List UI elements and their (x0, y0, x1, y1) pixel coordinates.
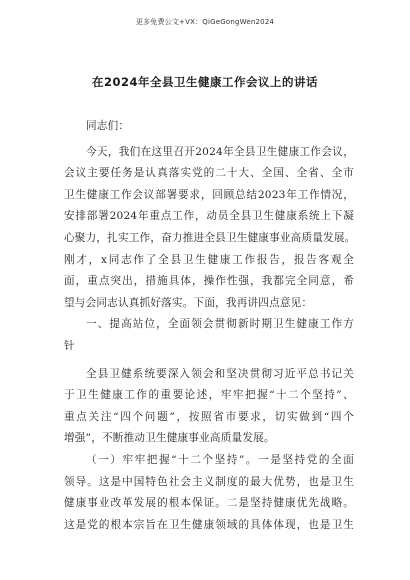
paragraph-line: 这是党的根本宗旨在卫生健康领域的具体体现，也是卫生 (64, 518, 354, 531)
paragraph-line: 健康事业改革发展的根本保证。二是坚持健康优先战略。 (64, 497, 354, 510)
subsection-line: （一）牢牢把握“十二个坚持”。一是坚持党的全面 (86, 453, 354, 466)
paragraph-line: 全县卫健系统要深入领会和坚决贯彻习近平总书记关 (86, 367, 354, 380)
paragraph-line: 心聚力，扎实工作，奋力推进全县卫生健康事业高质量发展。 (64, 231, 356, 244)
paragraph-line: 望与会同志认真抓好落实。下面，我再讲四点意见： (64, 296, 313, 309)
paragraph-line: 安排部署2024年重点工作，动员全县卫生健康系统上下凝 (64, 210, 354, 223)
paragraph-line: 卫生健康工作会议部署要求，回顾总结2023年工作情况， (64, 188, 354, 201)
document-body (64, 116, 354, 536)
section-heading-line: 一、提高站位，全面领会贯彻新时期卫生健康工作方 (86, 318, 354, 331)
header-note: 更多免费公文+VX：QiGeGongWen2024 (135, 18, 275, 26)
paragraph-line: 面，重点突出，措施具体，操作性强，我都完全同意，希 (64, 275, 354, 288)
paragraph-line: 重点关注“四个问题”，按照省市要求，切实做到“四个 (64, 410, 354, 423)
paragraph-line: 领导。这是中国特色社会主义制度的最大优势，也是卫生 (64, 475, 354, 488)
paragraph-line: 今天，我们在这里召开2024年全县卫生健康工作会议， (86, 145, 354, 158)
paragraph-line: 于卫生健康工作的重要论述，牢牢把握“十二个坚持”、 (64, 389, 354, 402)
salutation: 同志们： (86, 120, 130, 132)
section-heading-line: 针 (64, 339, 75, 352)
paragraph-line: 增强”，不断推动卫生健康事业高质量发展。 (64, 432, 275, 445)
paragraph-line: 会议主要任务是认真落实党的二十大、全国、全省、全市 (64, 167, 354, 180)
document-title: 在2024年全县卫生健康工作会议上的讲话 (91, 75, 318, 89)
paragraph-line: 刚才，x同志作了全县卫生健康工作报告，报告客观全 (64, 253, 354, 266)
